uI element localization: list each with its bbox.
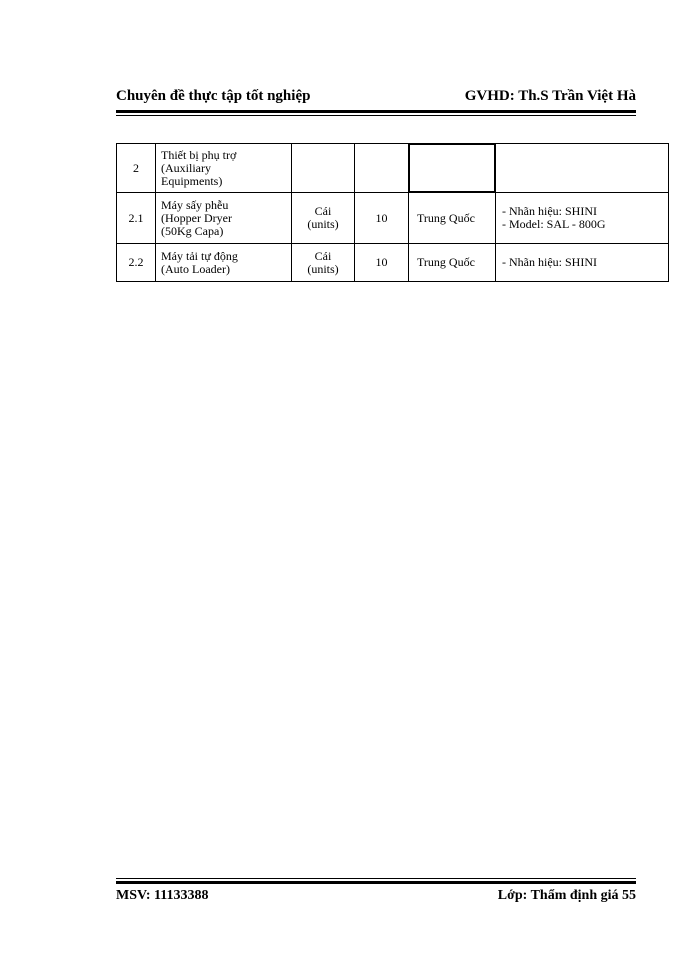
table-row bbox=[117, 144, 669, 193]
row-number: 2.2 bbox=[117, 244, 156, 282]
unit-label-en: (units) bbox=[307, 261, 339, 276]
equipment-name-line: (Hopper Dryer bbox=[161, 210, 232, 225]
class-name: Lớp: Thẩm định giá 55 bbox=[497, 888, 636, 903]
quantity-cell: 10 bbox=[355, 193, 409, 244]
header-supervisor: GVHD: Th.S Trần Việt Hà bbox=[464, 88, 636, 104]
header-title: Chuyên đề thực tập tốt nghiệp bbox=[116, 88, 311, 104]
row-number: 2.1 bbox=[117, 193, 156, 244]
spec-cell bbox=[496, 193, 669, 244]
table-row bbox=[117, 244, 669, 282]
page-header bbox=[116, 88, 636, 108]
footer-rule-thick bbox=[116, 881, 636, 884]
equipment-table bbox=[116, 143, 669, 282]
equipment-name-line: Máy sấy phễu bbox=[161, 197, 229, 212]
origin-cell bbox=[409, 144, 496, 193]
unit-cell bbox=[292, 144, 355, 193]
table-row bbox=[117, 193, 669, 244]
equipment-name-cell bbox=[156, 193, 292, 244]
row-number: 2 bbox=[117, 144, 156, 193]
spec-line: - Model: SAL - 800G bbox=[502, 217, 606, 231]
unit-label-en: (units) bbox=[307, 217, 339, 231]
equipment-name-line: (50Kg Capa) bbox=[161, 223, 224, 238]
spec-cell bbox=[496, 244, 669, 282]
equipment-name-line: Equipments) bbox=[161, 173, 223, 188]
equipment-name-line: Thiết bị phụ trợ bbox=[161, 147, 237, 162]
empty-inner-box bbox=[409, 144, 495, 192]
unit-label: Cái bbox=[314, 204, 332, 218]
header-rule-thin bbox=[116, 115, 636, 116]
spec-line: - Nhãn hiệu: SHINI bbox=[502, 204, 597, 218]
header-rule-thick bbox=[116, 110, 636, 113]
unit-cell bbox=[292, 244, 355, 282]
page-footer bbox=[116, 888, 636, 908]
equipment-name-cell bbox=[156, 144, 292, 193]
student-id: MSV: 11133388 bbox=[116, 888, 209, 903]
equipment-name-line: (Auto Loader) bbox=[161, 261, 230, 276]
equipment-name-line: (Auxiliary bbox=[161, 160, 211, 175]
equipment-name-line: Máy tải tự động bbox=[161, 248, 238, 263]
footer-rule-thin bbox=[116, 878, 636, 879]
spec-cell bbox=[496, 144, 669, 193]
quantity-cell: 10 bbox=[355, 244, 409, 282]
equipment-name-cell bbox=[156, 244, 292, 282]
origin-cell: Trung Quốc bbox=[409, 244, 496, 282]
unit-label: Cái bbox=[314, 248, 332, 263]
quantity-cell bbox=[355, 144, 409, 193]
spec-line: - Nhãn hiệu: SHINI bbox=[502, 255, 597, 269]
unit-cell bbox=[292, 193, 355, 244]
origin-cell: Trung Quốc bbox=[409, 193, 496, 244]
